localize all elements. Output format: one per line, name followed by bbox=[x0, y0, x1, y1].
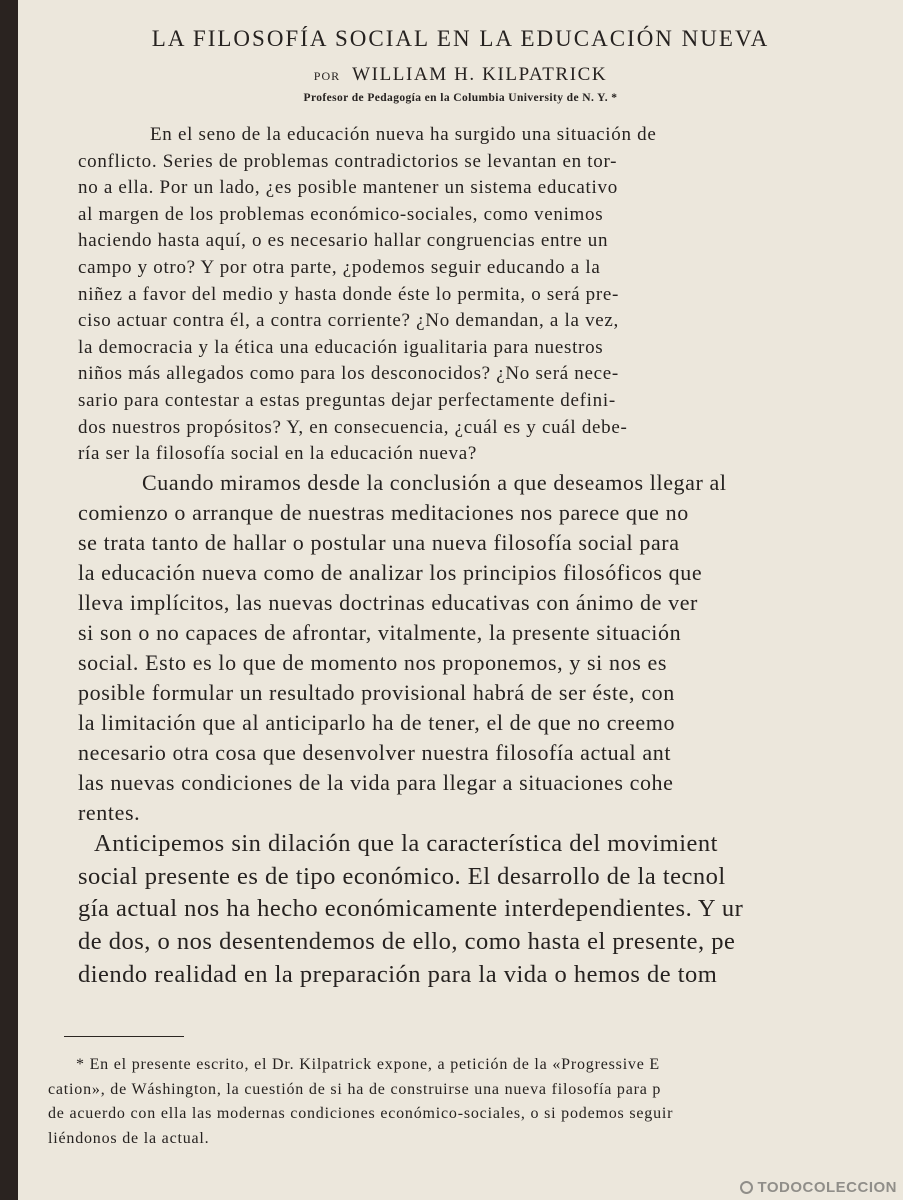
text-line: se trata tanto de hallar o postular una nueva filosofía social para bbox=[78, 529, 680, 555]
byline bbox=[18, 64, 903, 86]
footnote-line: cation», de Wáshington, la cuestión de si ha de construirse una nueva filosofía para p bbox=[48, 1080, 662, 1098]
text-line: dos nuestros propósitos? Y, en consecuencia, ¿cuál es y cuál debe- bbox=[78, 416, 628, 438]
text-line: social. Esto es lo que de momento nos proponemos, y si nos es bbox=[78, 649, 667, 675]
text-line: rentes. bbox=[78, 799, 141, 825]
text-line: gía actual nos ha hecho económicamente interdependientes. Y ur bbox=[78, 895, 744, 923]
text-line: de dos, o nos desentendemos de ello, como hasta el presente, pe bbox=[78, 928, 736, 956]
text-line: la educación nueva como de analizar los principios filosóficos que bbox=[78, 559, 703, 585]
footnote-divider bbox=[64, 1036, 184, 1037]
text-line: la democracia y la ética una educación igualitaria para nuestros bbox=[78, 336, 604, 358]
text-line: ría ser la filosofía social en la educación nueva? bbox=[78, 443, 477, 465]
text-line: al margen de los problemas económico-sociales, como venimos bbox=[78, 203, 604, 225]
footnote-line: de acuerdo con ella las modernas condiciones económico-sociales, o si podemos seguir bbox=[48, 1105, 674, 1122]
footnote-line: * En el presente escrito, el Dr. Kilpatrick expone, a petición de la «Progressive E bbox=[76, 1056, 661, 1073]
text-line: En el seno de la educación nueva ha surgido una situación de bbox=[150, 124, 657, 145]
todocoleccion-logo-icon bbox=[740, 1181, 753, 1194]
text-line: lleva implícitos, las nuevas doctrinas educativas con ánimo de ver bbox=[78, 589, 698, 615]
byline-prefix: POR bbox=[313, 69, 341, 83]
text-line: Cuando miramos desde la conclusión a que deseamos llegar al bbox=[142, 469, 727, 495]
watermark-text: TODOCOLECCION bbox=[757, 1179, 897, 1196]
text-line: posible formular un resultado provisional habrá de ser éste, con bbox=[78, 679, 675, 705]
text-line: comienzo o arranque de nuestras meditaciones nos parece que no bbox=[78, 499, 689, 525]
text-line: ciso actuar contra él, a contra corriente? ¿No demandan, a la vez, bbox=[78, 310, 619, 332]
text-line: sario para contestar a estas preguntas dejar perfectamente defini- bbox=[78, 389, 616, 411]
text-line: Anticipemos sin dilación que la característica del movimient bbox=[94, 829, 718, 857]
paragraph-2 bbox=[78, 468, 878, 828]
author-name: WILLIAM H. KILPATRICK bbox=[352, 64, 608, 85]
text-line: campo y otro? Y por otra parte, ¿podemos seguir educando a la bbox=[78, 256, 601, 278]
text-line: necesario otra cosa que desenvolver nuestra filosofía actual ant bbox=[78, 739, 672, 765]
text-line: si son o no capaces de afrontar, vitalmente, la presente situación bbox=[78, 619, 682, 645]
text-line: conflicto. Series de problemas contradictorios se levantan en tor- bbox=[78, 150, 618, 172]
article-body bbox=[78, 122, 878, 992]
watermark bbox=[740, 1179, 897, 1196]
text-line: haciendo hasta aquí, o es necesario hallar congruencias entre un bbox=[78, 230, 609, 252]
book-page bbox=[18, 0, 903, 1200]
footnote bbox=[48, 1053, 903, 1151]
text-line: la limitación que al anticiparlo ha de tener, el de que no creemo bbox=[78, 709, 676, 735]
text-line: niñez a favor del medio y hasta donde éste lo permita, o será pre- bbox=[78, 283, 620, 305]
paragraph-3 bbox=[78, 828, 878, 992]
author-affiliation: Profesor de Pedagogía en la Columbia University de N. Y. * bbox=[303, 92, 618, 104]
paragraph-1 bbox=[78, 122, 878, 468]
text-line: las nuevas condiciones de la vida para llegar a situaciones cohe bbox=[78, 769, 674, 795]
article-title: LA FILOSOFÍA SOCIAL EN LA EDUCACIÓN NUEVA bbox=[151, 26, 770, 51]
text-line: social presente es de tipo económico. El desarrollo de la tecnol bbox=[78, 862, 726, 890]
footnote-line: liéndonos de la actual. bbox=[48, 1129, 210, 1147]
text-line: diendo realidad en la preparación para la vida o hemos de tom bbox=[78, 960, 718, 988]
text-line: niños más allegados como para los desconocidos? ¿No será nece- bbox=[78, 363, 619, 385]
text-line: no a ella. Por un lado, ¿es posible mantener un sistema educativo bbox=[78, 177, 618, 199]
